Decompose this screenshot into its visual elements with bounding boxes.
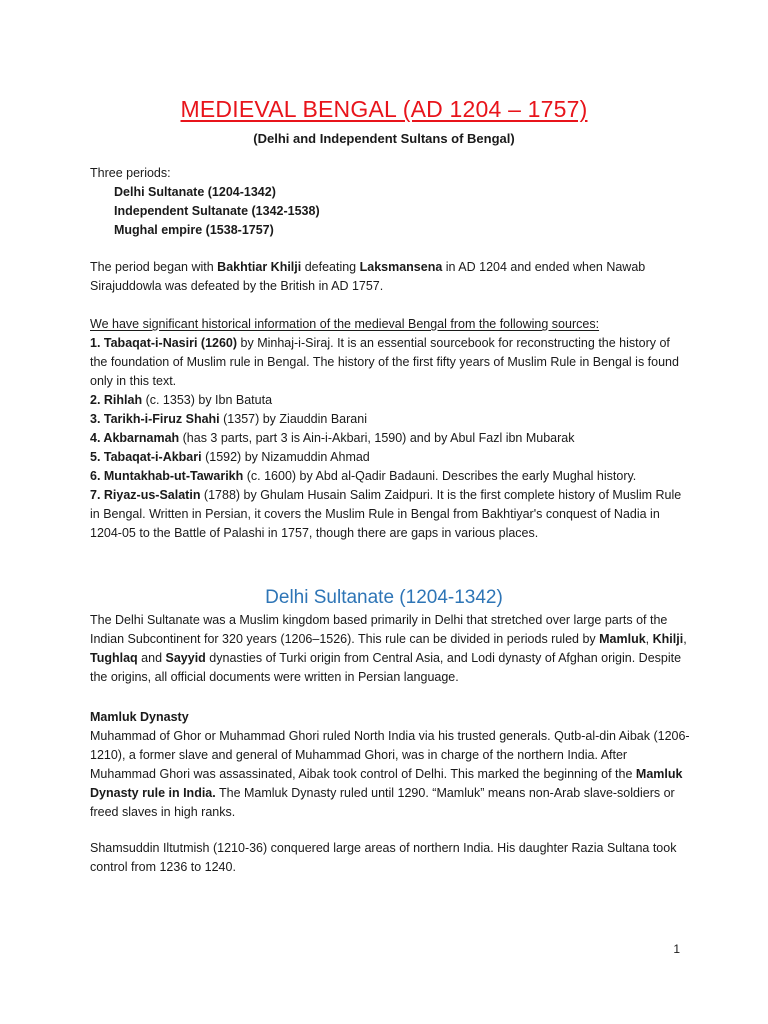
source-title: 7. Riyaz-us-Salatin <box>90 488 201 502</box>
mamluk-paragraph <box>90 727 690 822</box>
source-desc: (has 3 parts, part 3 is Ain-i-Akbari, 1590) and by Abul Fazl ibn Mubarak <box>179 431 575 445</box>
source-title: 2. Rihlah <box>90 393 143 407</box>
source-desc: (1592) by Nizamuddin Ahmad <box>201 450 370 464</box>
iltutmish-paragraph: Shamsuddin Iltutmish (1210-36) conquered large areas of northern India. His daughter Razia Sultana took control from 1236 to 1240. <box>90 841 677 874</box>
page-subtitle: (Delhi and Independent Sultans of Bengal) <box>253 131 515 146</box>
intro-text: , <box>645 632 653 646</box>
source-title: 1. Tabaqat-i-Nasiri (1260) <box>90 336 238 350</box>
source-desc: (c. 1353) by Ibn Batuta <box>142 393 273 407</box>
intro-text: , <box>683 632 687 646</box>
source-desc: (c. 1600) by Abd al-Qadir Badauni. Describes the early Mughal history. <box>243 469 637 483</box>
page-number: 1 <box>673 942 680 956</box>
section-heading: Delhi Sultanate (1204-1342) <box>265 587 503 608</box>
mamluk-text: Muhammad of Ghor or Muhammad Ghori ruled North India via his trusted generals. Qutb-al-din Aibak (1206-1210), a former slave and general of Muhammad Ghori, was in charge of the northern India. After Muhammad Ghori was assassinated, Aibak took control of Delhi. This marked the beginning of the <box>90 729 690 781</box>
source-title: 4. Akbarnamah <box>90 431 180 445</box>
page-title: MEDIEVAL BENGAL (AD 1204 – 1757) <box>180 96 588 122</box>
period-item: Delhi Sultanate (1204-1342) <box>114 185 276 199</box>
sources-block <box>90 315 690 543</box>
source-item <box>90 429 690 448</box>
intro-bold: Mamluk <box>599 632 646 646</box>
intro-bold: Tughlaq <box>90 651 138 665</box>
intro-text: The Delhi Sultanate was a Muslim kingdom based primarily in Delhi that stretched over large parts of the Indian Subcontinent for 320 years (1206–1526). This rule can be divided in periods ruled by <box>90 613 668 646</box>
sources-heading: We have significant historical information of the medieval Bengal from the following sources: <box>90 317 600 331</box>
source-item <box>90 486 690 543</box>
period-item: Mughal empire (1538-1757) <box>114 223 274 237</box>
mamluk-text: The Mamluk Dynasty ruled until 1290. “Mamluk” means non-Arab slave-soldiers or freed slaves in high ranks. <box>90 786 675 819</box>
mamluk-bold: Mamluk Dynasty rule in India. <box>90 767 683 800</box>
source-title: 6. Muntakhab-ut-Tawarikh <box>90 469 244 483</box>
began-text-3: in AD 1204 and ended when Nawab Sirajuddowla was defeated by the British in AD 1757. <box>90 260 646 293</box>
periods-block <box>90 164 690 240</box>
mamluk-heading: Mamluk Dynasty <box>90 710 189 724</box>
source-title: 3. Tarikh-i-Firuz Shahi <box>90 412 220 426</box>
source-desc: (1788) by Ghulam Husain Salim Zaidpuri. It is the first complete history of Muslim Rule in Bengal. Written in Persian, it covers the Muslim Rule in Bengal from Bakhtiyar's conquest of Nadia in 1204-05 to the Battle of Palashi in 1757, though there are gaps in various places. <box>90 488 682 540</box>
intro-text: and <box>137 651 166 665</box>
intro-bold: Sayyid <box>165 651 206 665</box>
sultanate-intro-paragraph <box>90 611 690 687</box>
source-title: 5. Tabaqat-i-Akbari <box>90 450 202 464</box>
intro-bold: Khilji <box>652 632 684 646</box>
periods-intro: Three periods: <box>90 166 171 180</box>
began-text-2: defeating <box>301 260 360 274</box>
began-text-1: The period began with <box>90 260 218 274</box>
source-desc: (1357) by Ziauddin Barani <box>219 412 367 426</box>
mamluk-block <box>90 708 690 822</box>
period-item: Independent Sultanate (1342-1538) <box>114 204 320 218</box>
intro-text: dynasties of Turki origin from Central Asia, and Lodi dynasty of Afghan origin. Despite the origins, all official documents were written in Persian language. <box>90 651 682 684</box>
began-bold-1: Bakhtiar Khilji <box>217 260 302 274</box>
began-bold-2: Laksmansena <box>359 260 443 274</box>
source-item <box>90 448 690 467</box>
source-item <box>90 334 690 391</box>
source-item <box>90 410 690 429</box>
period-began-paragraph <box>90 258 690 296</box>
source-item <box>90 467 690 486</box>
source-desc: by Minhaj-i-Siraj. It is an essential sourcebook for reconstructing the history of the foundation of Muslim rule in Bengal. The history of the first fifty years of Muslim Rule in Bengal is found only in this text. <box>90 336 679 388</box>
source-item <box>90 391 690 410</box>
